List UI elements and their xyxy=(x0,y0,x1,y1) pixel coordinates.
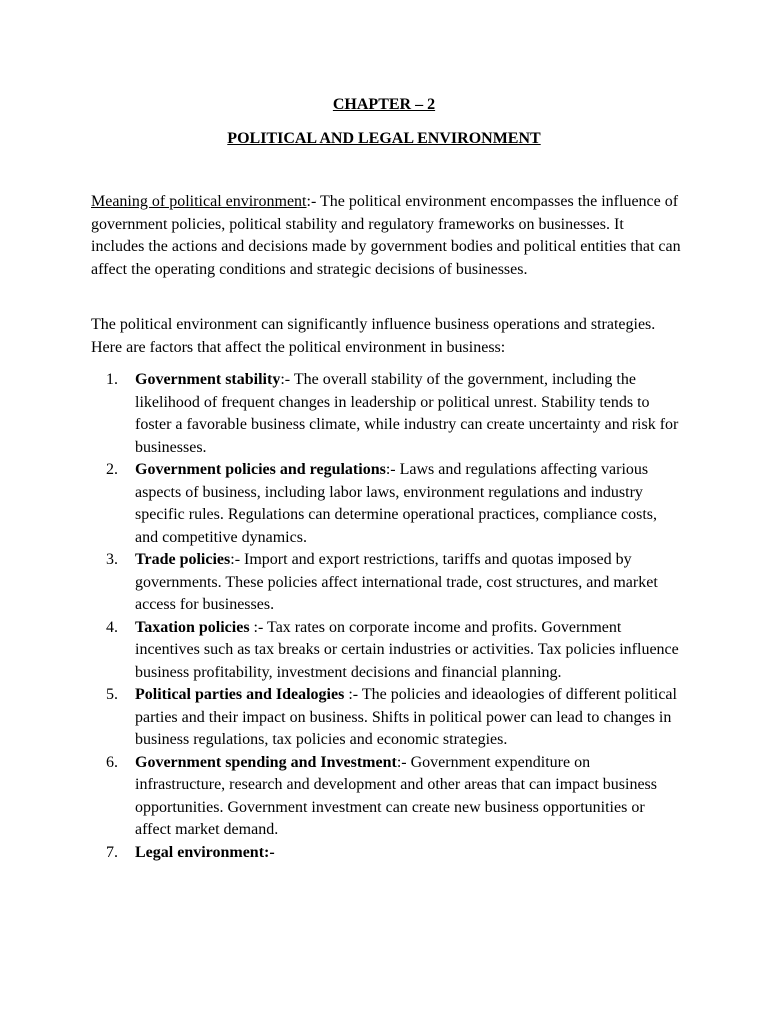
list-item-text: :- Import and export restrictions, tariffs and quotas imposed by governments. These policies affect international trade, cost structures, and market access for businesses. xyxy=(135,551,658,613)
list-item-term: Government policies and regulations xyxy=(135,461,386,478)
list-item-term: Government stability xyxy=(135,371,281,388)
factors-list xyxy=(91,369,681,864)
list-item-number: 6. xyxy=(106,753,118,771)
list-item-term: Political parties and Idealogies xyxy=(135,686,349,703)
list-item xyxy=(91,684,681,752)
list-item-text: :- Government expenditure on infrastructure, research and development and other areas that can impact business opportunities. Government investment can create new business opportunities or affect market demand. xyxy=(135,753,658,838)
list-item-number: 1. xyxy=(106,371,118,388)
list-item-term: Taxation policies xyxy=(135,618,254,636)
list-item-term: Government spending and Investment xyxy=(135,753,397,771)
intro-label: Meaning of political environment xyxy=(91,193,307,210)
list-item-term: Legal environment:- xyxy=(135,843,275,861)
list-item xyxy=(91,369,681,459)
list-item-term: Trade policies xyxy=(135,551,231,568)
list-item-text: :- The policies and ideaologies of different political parties and their impact on business. Shifts in political power can lead to changes in business regulations, tax policies and economic strategies. xyxy=(135,686,677,748)
page-title: POLITICAL AND LEGAL ENVIRONMENT xyxy=(227,130,541,147)
list-item-number: 7. xyxy=(106,843,118,861)
list-item-number: 3. xyxy=(106,551,118,568)
list-item-text: :- Laws and regulations affecting various aspects of business, including labor laws, environment regulations and industry specific rules. Regulations can determine operational practices, compliance costs, and competitive dynamics. xyxy=(135,461,658,546)
list-item-text: :- The overall stability of the government, including the likelihood of frequent changes in leadership or political unrest. Stability tends to foster a favorable business climate, while industry can create uncertainty and risk for businesses. xyxy=(135,371,679,456)
list-item-number: 5. xyxy=(106,686,118,703)
chapter-heading: CHAPTER – 2 xyxy=(332,96,436,113)
list-item xyxy=(91,549,681,617)
intro-text: :- The political environment encompasses the influence of government policies, political stability and regulatory frameworks on businesses. It includes the actions and decisions made by government bodies and political entities that can affect the operating conditions and strategic decisions of businesses. xyxy=(91,193,681,278)
factors-intro-paragraph: The political environment can significantly influence business operations and strategies. Here are factors that affect the political environment in business: xyxy=(91,316,656,356)
list-item xyxy=(91,459,681,549)
list-item xyxy=(91,617,681,685)
intro-paragraph xyxy=(91,191,681,281)
list-item-number: 4. xyxy=(106,618,118,636)
list-item-text: :- Tax rates on corporate income and profits. Government incentives such as tax breaks or certain industries or activities. Tax policies influence business profitability, investment decisions and financial planning. xyxy=(135,618,679,681)
list-item-number: 2. xyxy=(106,461,118,478)
list-item xyxy=(91,842,681,865)
list-item xyxy=(91,752,681,842)
